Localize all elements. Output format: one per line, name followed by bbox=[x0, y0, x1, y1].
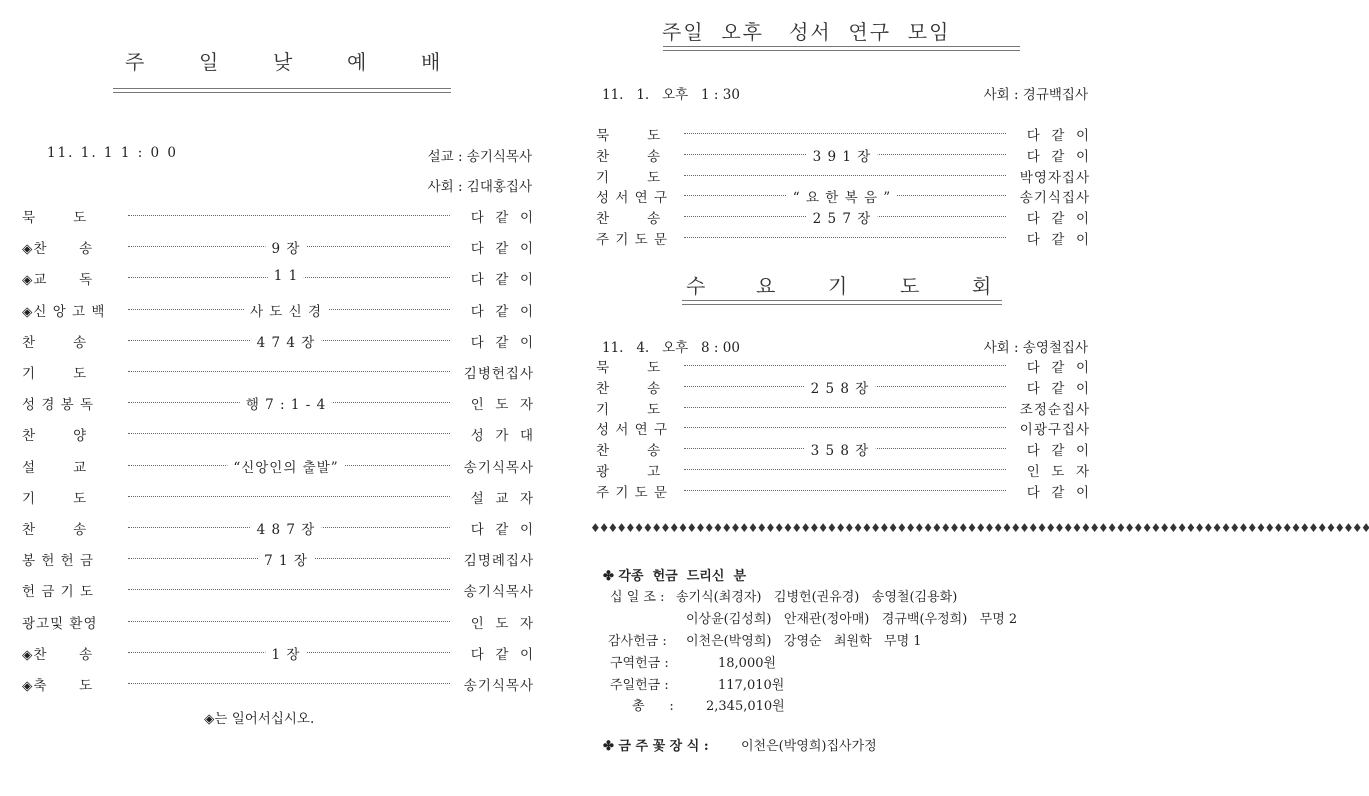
order-row bbox=[596, 481, 1090, 499]
order-item-label: 봉 헌 헌 금 bbox=[22, 553, 95, 570]
right-title2 bbox=[686, 270, 1006, 298]
order-item-label: 묵 도 bbox=[22, 210, 88, 226]
order-item-label: 기 도 bbox=[596, 401, 662, 418]
order-item-label: 찬 송 bbox=[22, 522, 88, 538]
order-row bbox=[22, 331, 534, 349]
order-row bbox=[22, 580, 534, 601]
order-item-person: 다 같 이 bbox=[1026, 211, 1090, 228]
leader-dots bbox=[128, 371, 450, 372]
order-item-person: 다 같 이 bbox=[1026, 232, 1090, 248]
order-item-detail: 2 5 7 장 bbox=[807, 207, 878, 227]
leader-dots bbox=[684, 469, 1006, 470]
district-label: 구역헌금 : bbox=[610, 656, 669, 671]
order-row bbox=[596, 439, 1090, 460]
order-item-detail: 9 장 bbox=[266, 237, 307, 257]
left-date: 11. 1. 1 1 : 0 0 bbox=[47, 145, 179, 161]
order-item-label: 설 교 bbox=[22, 459, 88, 476]
total-label: 총 : bbox=[632, 699, 674, 714]
left-title bbox=[125, 46, 455, 74]
leader-dots bbox=[684, 365, 1006, 366]
leader-dots bbox=[128, 496, 450, 497]
order-item-label: 찬 송 bbox=[596, 380, 662, 397]
sunday-value: 117,010원 bbox=[718, 678, 785, 693]
order-row bbox=[22, 237, 534, 258]
order-item-label: ◈교 독 bbox=[22, 272, 94, 289]
order-item-label: 주 기 도 문 bbox=[596, 232, 669, 248]
order-item-person: 설 교 자 bbox=[470, 490, 534, 507]
thanks-value: 이천은(박영희) 강영순 최원학 무명 1 bbox=[686, 634, 922, 649]
order-item-label: 찬 송 bbox=[596, 148, 662, 165]
order-item-person: 다 같 이 bbox=[470, 303, 534, 320]
order-item-person: 인 도 자 bbox=[470, 615, 534, 632]
right-title2-char-2: 요 bbox=[756, 274, 778, 298]
decorative-separator: ♦♦♦♦♦♦♦♦♦♦♦♦♦♦♦♦♦♦♦♦♦♦♦♦♦♦♦♦♦♦♦♦♦♦♦♦♦♦♦♦♦♦♦♦♦♦♦♦♦♦♦♦♦♦♦♦♦♦♦♦♦♦♦♦♦♦♦♦♦♦♦♦♦♦♦♦♦♦♦♦♦♦♦♦♦♦♦♦♦ bbox=[590, 521, 1369, 535]
order-item-person: 김병헌집사 bbox=[463, 366, 534, 382]
order-item-person: 송기식목사 bbox=[463, 584, 534, 601]
order-row bbox=[22, 456, 534, 474]
order-item-label: 찬 송 bbox=[596, 211, 662, 228]
order-item-detail: “ 요 한 복 음 ” bbox=[787, 186, 897, 206]
leader-dots bbox=[128, 621, 450, 622]
order-item-label: 성 경 봉 독 bbox=[22, 397, 95, 414]
order-row bbox=[596, 145, 1090, 163]
order-item-label: 묵 도 bbox=[596, 128, 662, 144]
tithe-line1: 송기식(최경자) 김병헌(권유경) 송영철(김용화) bbox=[676, 590, 958, 605]
left-title-char-2: 일 bbox=[199, 50, 221, 74]
order-row bbox=[596, 356, 1090, 374]
order-item-label: 광고및 환영 bbox=[22, 615, 98, 632]
order-item-label: 묵 도 bbox=[596, 360, 662, 376]
order-item-person: 다 같 이 bbox=[470, 210, 534, 226]
leader-dots bbox=[684, 427, 1006, 428]
offering-heading: ✤ 각종 헌금 드리신 분 bbox=[603, 569, 747, 584]
order-item-detail: 1 1 bbox=[268, 268, 304, 284]
order-item-detail: 3 5 8 장 bbox=[805, 439, 876, 459]
flower-value: 이천은(박영희)집사가정 bbox=[741, 739, 877, 754]
order-item-person: 인 도 자 bbox=[470, 397, 534, 414]
order-item-person: 다 같 이 bbox=[1026, 128, 1090, 144]
order-row bbox=[22, 362, 534, 380]
left-title-rule bbox=[113, 88, 451, 93]
thanks-label: 감사헌금 : bbox=[608, 634, 667, 649]
order-item-person: 다 같 이 bbox=[1026, 484, 1090, 501]
leader-dots bbox=[128, 683, 450, 684]
order-item-label: 찬 양 bbox=[22, 428, 88, 445]
left-title-char-4: 예 bbox=[347, 50, 369, 74]
order-row bbox=[596, 124, 1090, 142]
right-title2-char-1: 수 bbox=[686, 274, 708, 298]
order-row bbox=[22, 424, 534, 445]
order-item-label: 기 도 bbox=[596, 169, 662, 186]
order-item-label: 기 도 bbox=[22, 490, 88, 507]
order-item-detail: 4 8 7 장 bbox=[251, 518, 322, 538]
order-item-person: 다 같 이 bbox=[470, 241, 534, 258]
order-item-person: 인 도 자 bbox=[1026, 464, 1090, 480]
order-item-detail: 사 도 신 경 bbox=[244, 300, 328, 320]
right-title1: 주일 오후 성서 연구 모임 bbox=[662, 20, 951, 44]
right-leader1: 사회 : 경규백집사 bbox=[983, 87, 1088, 103]
sunday-label: 주일헌금 : bbox=[610, 678, 669, 693]
left-title-char-3: 낮 bbox=[273, 50, 295, 74]
order-item-label: 광 고 bbox=[596, 464, 662, 480]
order-item-detail: 4 7 4 장 bbox=[251, 331, 322, 351]
order-row bbox=[596, 207, 1090, 228]
order-item-person: 조정순집사 bbox=[1019, 401, 1090, 418]
order-item-person: 다 같 이 bbox=[470, 272, 534, 289]
order-item-detail: “신앙인의 출발” bbox=[227, 456, 344, 476]
order-item-detail: 1 장 bbox=[266, 643, 307, 663]
order-row bbox=[596, 186, 1090, 207]
order-item-label: ◈신 앙 고 백 bbox=[22, 303, 106, 320]
order-row bbox=[22, 206, 534, 224]
order-item-person: 다 같 이 bbox=[1026, 443, 1090, 460]
left-title-char-5: 배 bbox=[421, 50, 443, 74]
right-title2-char-3: 기 bbox=[828, 274, 850, 298]
order-item-person: 다 같 이 bbox=[470, 646, 534, 663]
total-value: 2,345,010원 bbox=[706, 699, 785, 714]
right-date1: 11. 1. 오후 1 : 30 bbox=[602, 87, 740, 103]
leader-dots bbox=[684, 133, 1006, 134]
order-item-person: 김명례집사 bbox=[463, 553, 534, 570]
order-row bbox=[596, 166, 1090, 184]
right-title1-rule bbox=[663, 46, 1020, 51]
tithe-line2: 이상윤(김성희) 안재관(정아매) 경규백(우정희) 무명 2 bbox=[686, 612, 1018, 627]
order-item-detail: 3 9 1 장 bbox=[807, 145, 878, 165]
leader-dots bbox=[128, 589, 450, 590]
flower-label: ✤ 금 주 꽃 장 식 : bbox=[603, 739, 709, 754]
order-row bbox=[596, 377, 1090, 395]
order-item-label: ◈찬 송 bbox=[22, 241, 94, 258]
order-item-label: 찬 송 bbox=[22, 334, 88, 351]
order-item-detail: 행 7 : 1 - 4 bbox=[240, 393, 332, 413]
order-item-person: 성 가 대 bbox=[470, 428, 534, 445]
left-title-char-1: 주 bbox=[125, 50, 147, 74]
order-item-person: 다 같 이 bbox=[1026, 380, 1090, 397]
order-item-detail: 7 1 장 bbox=[258, 549, 314, 569]
right-leader2: 사회 : 송영철집사 bbox=[983, 340, 1088, 356]
order-row bbox=[22, 549, 534, 570]
order-item-label: 주 기 도 문 bbox=[596, 484, 669, 501]
tithe-label: 십 일 조 : bbox=[610, 590, 665, 605]
order-row bbox=[596, 398, 1090, 416]
order-item-label: ◈찬 송 bbox=[22, 646, 94, 663]
order-item-label: 찬 송 bbox=[596, 443, 662, 460]
order-row bbox=[596, 418, 1090, 439]
leader-dots bbox=[684, 175, 1006, 176]
right-title2-char-4: 도 bbox=[900, 274, 922, 298]
leader-dots bbox=[684, 407, 1006, 408]
order-row bbox=[22, 674, 534, 692]
leader-dots bbox=[684, 237, 1006, 238]
order-item-label: 기 도 bbox=[22, 366, 88, 382]
order-item-detail: 2 5 8 장 bbox=[805, 377, 876, 397]
order-row bbox=[22, 300, 534, 318]
order-row bbox=[596, 228, 1090, 246]
order-row bbox=[22, 268, 534, 289]
order-row bbox=[22, 487, 534, 505]
order-item-person: 송기식집사 bbox=[1019, 190, 1090, 207]
order-item-label: 성 서 연 구 bbox=[596, 190, 669, 207]
leader-dots bbox=[128, 215, 450, 216]
left-leader: 사회 : 김대홍집사 bbox=[427, 179, 532, 195]
right-title2-char-5: 회 bbox=[972, 274, 994, 298]
order-item-person: 송기식목사 bbox=[463, 678, 534, 694]
leader-dots bbox=[684, 490, 1006, 491]
left-footnote: ◈는 일어서십시오. bbox=[204, 711, 315, 727]
order-row bbox=[22, 393, 534, 414]
order-row bbox=[596, 460, 1090, 478]
order-row bbox=[22, 518, 534, 536]
order-row bbox=[22, 612, 534, 630]
order-item-person: 다 같 이 bbox=[1026, 148, 1090, 165]
order-item-label: 성 서 연 구 bbox=[596, 422, 669, 439]
right-date2: 11. 4. 오후 8 : 00 bbox=[602, 340, 740, 356]
order-row bbox=[22, 643, 534, 661]
left-preacher: 설교 : 송기식목사 bbox=[427, 149, 532, 165]
leader-dots bbox=[128, 433, 450, 434]
order-item-label: 헌 금 기 도 bbox=[22, 584, 95, 601]
order-item-person: 다 같 이 bbox=[1026, 360, 1090, 376]
right-title2-rule bbox=[682, 300, 1002, 305]
order-item-person: 다 같 이 bbox=[470, 522, 534, 538]
order-item-person: 다 같 이 bbox=[470, 334, 534, 351]
order-item-person: 이광구집사 bbox=[1019, 422, 1090, 439]
order-item-person: 박영자집사 bbox=[1019, 169, 1090, 186]
district-value: 18,000원 bbox=[718, 656, 777, 671]
order-item-label: ◈축 도 bbox=[22, 678, 94, 694]
order-item-person: 송기식목사 bbox=[463, 459, 534, 476]
